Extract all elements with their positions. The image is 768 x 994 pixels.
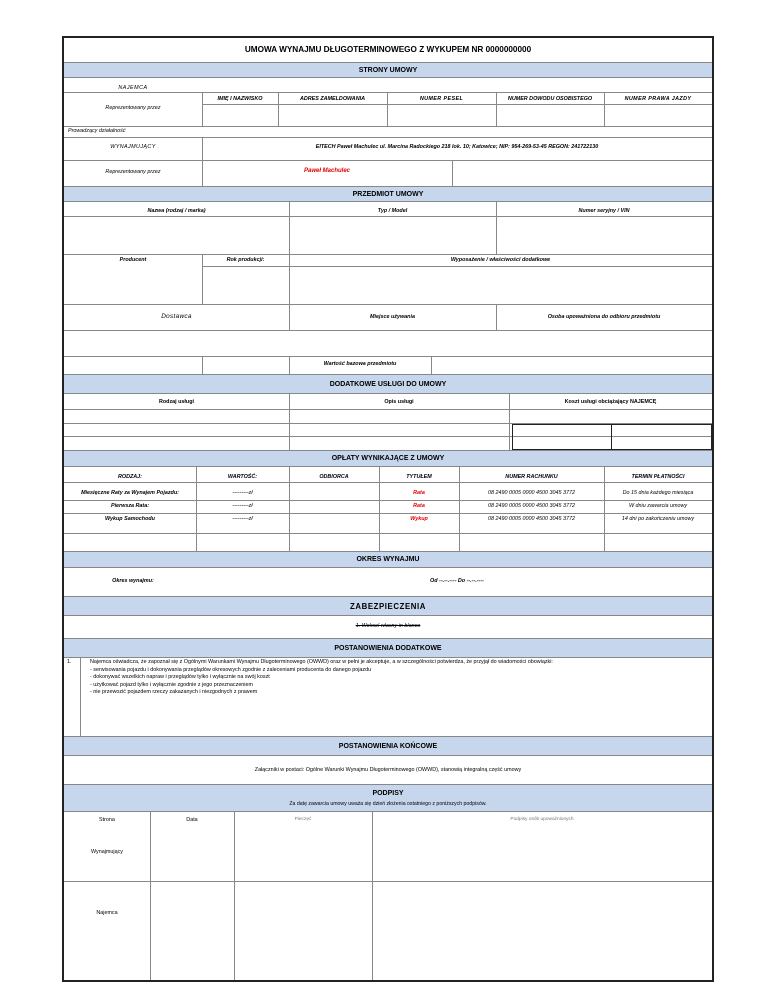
section-podpisy-band xyxy=(64,784,712,812)
okres-label: Okres wynajmu: xyxy=(112,578,154,584)
oplaty-row3-rachunek: 08 2490 0005 0000 4500 3045 3772 xyxy=(488,516,575,522)
wyposazenie-label: Wyposażenie / właściwości dodatkowe xyxy=(450,257,551,263)
oplaty-row2-rachunek: 08 2490 0005 0000 4500 3045 3772 xyxy=(488,503,575,509)
opis-uslugi-label: Opis usługi xyxy=(384,399,414,405)
najemca-label: NAJEMCA xyxy=(118,85,148,91)
nazwa-label: Nazwa (rodzaj / marka) xyxy=(147,208,206,214)
contract-document xyxy=(62,36,714,982)
prowadzacy-label: Prowadzący działalność xyxy=(68,128,126,134)
col-pesel: NUMER PESEL xyxy=(419,96,464,102)
col-dowod: NUMER DOWODU OSOBISTEGO xyxy=(507,96,593,102)
vin-label: Numer seryjny / VIN xyxy=(578,208,630,214)
koszt-box-2 xyxy=(612,424,712,450)
typ-label: Typ / Model xyxy=(377,208,408,214)
rok-label: Rok produkcji: xyxy=(226,257,265,263)
oplaty-row1-tytulem: Rata xyxy=(413,490,425,496)
oplaty-col-wartosc: WARTOŚĆ: xyxy=(227,474,258,480)
podpisy-col-strona: Strona xyxy=(99,817,115,823)
section-okres: OKRES WYNAJMU xyxy=(64,551,712,568)
postanowienie-line: Najemca oświadcza, że zapoznał się z Ogólnymi Warunkami Wynajmu Długoterminowego (OWWD) oraz w pełni je akceptuje, a w szczególności potwierdza, że przyjął do wiadomości obowiązki: xyxy=(90,659,553,665)
oplaty-row2-wartosc: ---------zł xyxy=(232,503,253,509)
oplaty-row2-tytulem: Rata xyxy=(413,503,425,509)
podpisy-col-podpisy: Podpisy osób upoważnionych xyxy=(510,817,574,822)
section-uslugi: DODATKOWE USŁUGI DO UMOWY xyxy=(64,374,712,394)
oplaty-row1-termin: Do 15 dnia każdego miesiąca xyxy=(622,490,694,496)
podpisy-col-pieczec: Pieczęć xyxy=(294,817,312,822)
podpisy-subtitle: Za datę zawarcia umowy uważa się dzień złożenia ostatniego z poniższych podpisów. xyxy=(289,801,487,807)
oplaty-row1-rachunek: 08 2490 0005 0000 4500 3045 3772 xyxy=(488,490,575,496)
podpisy-col-data: Data xyxy=(186,817,198,823)
podpis-wynajmujacy-label: Wynajmujący xyxy=(90,849,123,855)
section-strony: STRONY UMOWY xyxy=(64,62,712,78)
section-zabezpieczenia: ZABEZPIECZENIA xyxy=(64,596,712,616)
koszt-uslugi-label: Koszt usługi obciążający NAJEMCĘ xyxy=(564,399,657,405)
wartosc-label: Wartość bazowa przedmiotu xyxy=(323,361,397,367)
oplaty-col-tytulem: TYTUŁEM xyxy=(406,474,432,480)
wynajmujacy-dane: EITECH Paweł Machulec ul. Marcina Radockiego 218 lok. 10; Katowice; NIP: 954-269-53-45 REGON: 241722130 xyxy=(315,144,599,150)
koncowe-text: Załączniki w postaci: Ogólne Warunki Wynajmu Długoterminowego (OWWD), stanowią integralną część umowy xyxy=(254,767,522,773)
producent-label: Producent xyxy=(119,257,147,263)
przedstawiciel-name: Paweł Machulec xyxy=(303,168,351,174)
section-przedmiot: PRZEDMIOT UMOWY xyxy=(64,186,712,202)
page-title: UMOWA WYNAJMU DŁUGOTERMINOWEGO Z WYKUPEM NR 0000000000 xyxy=(244,45,532,54)
oplaty-col-rachunek: NUMER RACHUNKU xyxy=(505,474,558,480)
miejsce-label: Miejsce używania xyxy=(370,314,415,320)
reprezentowany2-label: Reprezentowany przez xyxy=(105,169,161,175)
oplaty-row2-termin: W dniu zawarcia umowy xyxy=(628,503,688,509)
postanowienie-text xyxy=(90,659,553,697)
zabezpieczenie-item: 1. Weksel własny in blanco xyxy=(355,623,421,629)
oplaty-col-termin: TERMIN PŁATNOŚCI xyxy=(631,474,685,480)
oplaty-col-odbiorca: ODBIORCA xyxy=(319,474,349,480)
postanowienie-line: - dokonywać wszelkich napraw i przeglądów tylko i wyłącznie na swój koszt xyxy=(90,674,270,680)
postanowienie-line: - serwisowania pojazdu i dokonywania przeglądów okresowych zgodnie z zaleceniami producenta do danego pojazdu xyxy=(90,666,372,673)
col-prawo-jazdy: NUMER PRAWA JAZDY xyxy=(624,96,692,102)
oplaty-row1-wartosc: ---------zł xyxy=(232,490,253,496)
rodzaj-uslugi-label: Rodzaj usługi xyxy=(158,399,195,405)
reprezentowany-label: Reprezentowany przez xyxy=(105,105,161,111)
podpis-najemca-label: Najemca xyxy=(96,910,118,916)
oplaty-row3-termin: 14 dni po zakończeniu umowy xyxy=(621,516,695,522)
section-oplaty: OPŁATY WYNIKAJĄCE Z UMOWY xyxy=(64,450,712,467)
col-imie: IMIĘ I NAZWISKO xyxy=(217,96,263,102)
postanowienie-line: - użytkować pojazd tylko i wyłącznie zgodnie z jego przeznaczeniem xyxy=(90,681,253,688)
oplaty-row3-tytulem: Wykup xyxy=(410,516,428,522)
dostawca-label: Dostawca xyxy=(161,313,192,320)
koszt-box-1 xyxy=(512,424,612,450)
postanowienie-number: 1. xyxy=(67,659,72,665)
oplaty-col-rodzaj: RODZAJ: xyxy=(118,474,142,480)
postanowienie-line: - nie przewozić pojazdem rzeczy zakazanych i niezgodnych z prawem xyxy=(90,689,258,695)
osoba-label: Osoba upoważniona do odbioru przedmiotu xyxy=(547,314,661,320)
col-adres: ADRES ZAMELDOWANIA xyxy=(300,96,365,102)
oplaty-row3-rodzaj: Wykup Samochodu xyxy=(105,516,155,522)
section-podpisy: PODPISY xyxy=(372,790,404,797)
oplaty-row2-rodzaj: Pierwsza Rata: xyxy=(110,503,150,509)
oplaty-row1-rodzaj: Miesięczne Raty za Wynajem Pojazdu: xyxy=(81,490,179,496)
okres-value: Od --.--.---- Do --.--.---- xyxy=(430,578,484,584)
wynajmujacy-label: WYNAJMUJĄCY xyxy=(110,144,156,150)
section-koncowe: POSTANOWIENIA KOŃCOWE xyxy=(64,736,712,756)
oplaty-row3-wartosc: ---------zł xyxy=(232,516,253,522)
section-postanowienia: POSTANOWIENIA DODATKOWE xyxy=(64,638,712,658)
